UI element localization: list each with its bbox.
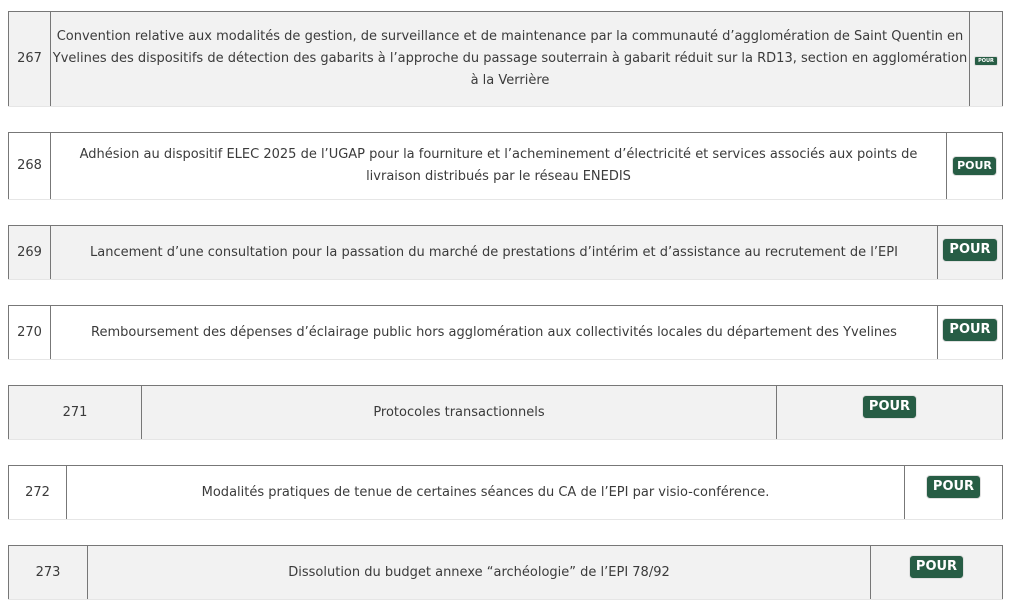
row-title: Remboursement des dépenses d’éclairage public hors agglomération aux collectivités locales du département des Yvelines — [51, 306, 938, 360]
vote-badge: POUR — [862, 395, 917, 419]
deliberation-row — [8, 465, 1003, 520]
vote-badge: POUR — [952, 156, 997, 176]
row-number: 271 — [9, 386, 142, 440]
row-number: 267 — [9, 12, 51, 107]
row-number: 269 — [9, 226, 51, 280]
row-title: Adhésion au dispositif ELEC 2025 de l’UGAP pour la fourniture et l’acheminement d’électricité et services associés aux points de livraison distribués par le réseau ENEDIS — [51, 133, 947, 200]
vote-cell — [938, 226, 1003, 280]
row-number: 268 — [9, 133, 51, 200]
row-number: 273 — [9, 546, 88, 600]
vote-badge: POUR — [974, 56, 998, 66]
row-title: Protocoles transactionnels — [142, 386, 777, 440]
vote-badge: POUR — [942, 238, 997, 262]
vote-cell — [871, 546, 1003, 600]
row-title: Modalités pratiques de tenue de certaines séances du CA de l’EPI par visio-conférence. — [67, 466, 905, 520]
deliberation-row — [8, 225, 1003, 280]
deliberation-row — [8, 545, 1003, 600]
vote-badge: POUR — [942, 318, 997, 342]
row-title: Convention relative aux modalités de gestion, de surveillance et de maintenance par la communauté d’agglomération de Saint Quentin en Yvelines des dispositifs de détection des gabarits à l’approche du passage souterrain à gabarit réduit sur la RD13, section en agglomération à la Verrière — [51, 12, 970, 107]
deliberation-row — [8, 11, 1003, 107]
vote-cell — [970, 12, 1003, 107]
vote-cell — [905, 466, 1003, 520]
row-number: 270 — [9, 306, 51, 360]
row-number: 272 — [9, 466, 67, 520]
deliberation-row — [8, 132, 1003, 200]
vote-cell — [938, 306, 1003, 360]
vote-badge: POUR — [926, 475, 981, 499]
row-title: Lancement d’une consultation pour la passation du marché de prestations d’intérim et d’assistance au recrutement de l’EPI — [51, 226, 938, 280]
deliberation-row — [8, 385, 1003, 440]
vote-cell — [777, 386, 1003, 440]
vote-cell — [947, 133, 1003, 200]
row-title: Dissolution du budget annexe “archéologie” de l’EPI 78/92 — [88, 546, 871, 600]
vote-badge: POUR — [909, 555, 964, 579]
deliberation-row — [8, 305, 1003, 360]
